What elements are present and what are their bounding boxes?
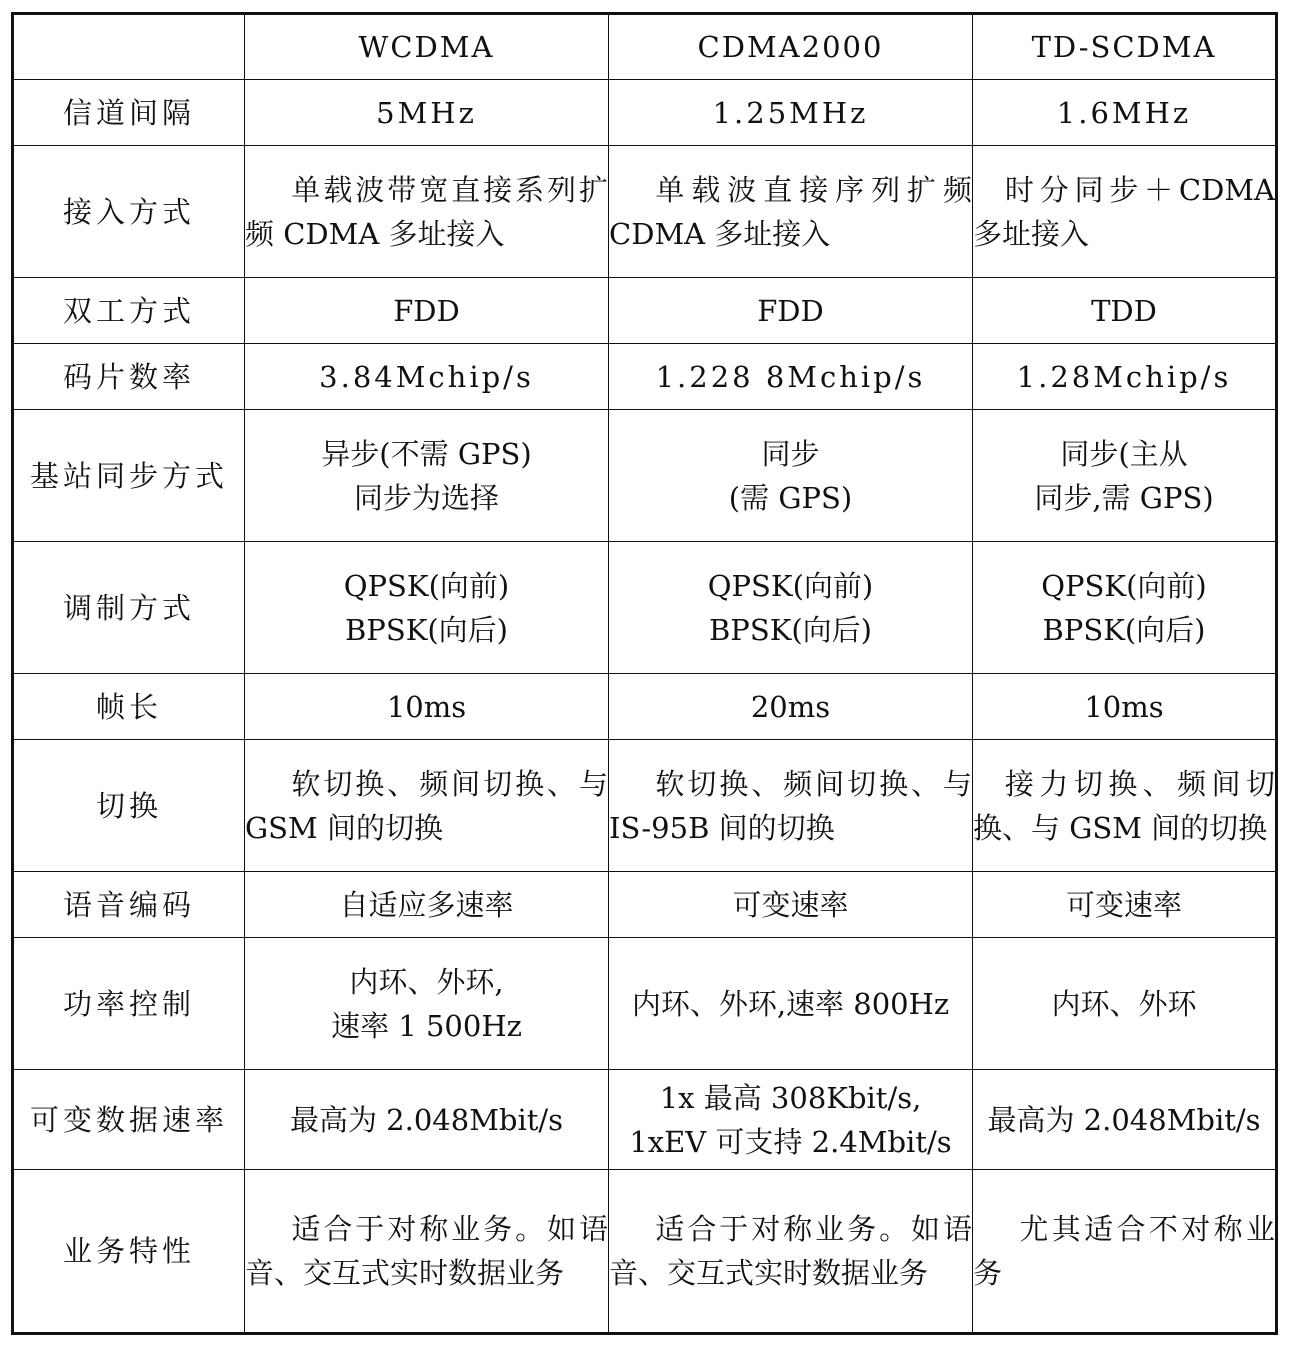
table-cell: 内环、外环: [973, 938, 1277, 1070]
cell-line: BPSK(向后): [345, 612, 508, 647]
table-cell: 1.28Mchip/s: [973, 344, 1277, 410]
table-cell: 最高为 2.048Mbit/s: [973, 1070, 1277, 1170]
table-cell: [245, 938, 609, 1070]
cell-text: 软切换、频间切换、与 IS-95B 间的切换: [609, 766, 972, 845]
row-label: 调制方式: [13, 542, 245, 674]
comparison-table: [11, 12, 1278, 1335]
table-cell: [609, 146, 973, 278]
cell-line: 同步: [761, 436, 820, 471]
header-cell-wcdma: WCDMA: [245, 14, 609, 80]
table-row: [13, 146, 1277, 278]
cell-line: 1x 最高 308Kbit/s,: [659, 1080, 922, 1115]
cell-text: 单载波直接序列扩频 CDMA 多址接入: [609, 172, 972, 251]
cell-line: 速率 1 500Hz: [331, 1008, 522, 1043]
cell-text: 单载波带宽直接系列扩频 CDMA 多址接入: [245, 172, 608, 251]
table-cell: 自适应多速率: [245, 872, 609, 938]
table-cell: [973, 146, 1277, 278]
table-row: [13, 278, 1277, 344]
table-cell: 1.6MHz: [973, 80, 1277, 146]
table-cell: FDD: [245, 278, 609, 344]
table-cell: 20ms: [609, 674, 973, 740]
cell-line: 同步为选择: [353, 480, 499, 515]
cell-line: BPSK(向后): [1042, 612, 1206, 647]
cell-text: 适合于对称业务。如语音、交互式实时数据业务: [245, 1212, 608, 1290]
comparison-table-container: [11, 12, 1278, 1335]
cell-line: QPSK(向前): [343, 568, 510, 603]
header-cell-cdma2000: CDMA2000: [609, 14, 973, 80]
table-cell: 可变速率: [609, 872, 973, 938]
table-row: [13, 1170, 1277, 1334]
cell-text: 适合于对称业务。如语音、交互式实时数据业务: [609, 1212, 972, 1290]
table-cell: 1.228 8Mchip/s: [609, 344, 973, 410]
cell-line: QPSK(向前): [707, 568, 874, 603]
cell-line: 内环、外环,: [349, 964, 504, 999]
cell-line: 同步(主从: [1060, 436, 1188, 471]
cell-line: (需 GPS): [728, 480, 853, 515]
table-cell: 内环、外环,速率 800Hz: [609, 938, 973, 1070]
cell-text: 时分同步＋CDMA 多址接入: [973, 172, 1275, 251]
row-label: 基站同步方式: [13, 410, 245, 542]
row-label: 信道间隔: [13, 80, 245, 146]
table-cell: [245, 410, 609, 542]
table-row: [13, 410, 1277, 542]
cell-line: 1xEV 可支持 2.4Mbit/s: [629, 1124, 952, 1159]
table-cell: 1.25MHz: [609, 80, 973, 146]
header-cell-td-scdma: TD-SCDMA: [973, 14, 1277, 80]
cell-text: 软切换、频间切换、与 GSM 间的切换: [245, 766, 608, 845]
table-cell: [973, 410, 1277, 542]
table-cell: 最高为 2.048Mbit/s: [245, 1070, 609, 1170]
table-cell: [973, 542, 1277, 674]
table-cell: FDD: [609, 278, 973, 344]
table-cell: [245, 542, 609, 674]
table-row: [13, 938, 1277, 1070]
row-label: 可变数据速率: [13, 1070, 245, 1170]
row-label: 双工方式: [13, 278, 245, 344]
table-row: [13, 1070, 1277, 1170]
cell-line: 异步(不需 GPS): [321, 436, 532, 471]
table-cell: 5MHz: [245, 80, 609, 146]
table-row: [13, 542, 1277, 674]
table-cell: [609, 410, 973, 542]
table-cell: TDD: [973, 278, 1277, 344]
cell-line: BPSK(向后): [709, 612, 872, 647]
row-label: 接入方式: [13, 146, 245, 278]
table-cell: [973, 740, 1277, 872]
table-cell: [973, 1170, 1277, 1334]
table-cell: [245, 1170, 609, 1334]
header-row: [13, 14, 1277, 80]
row-label: 码片数率: [13, 344, 245, 410]
table-cell: [245, 146, 609, 278]
cell-line: QPSK(向前): [1041, 568, 1207, 603]
row-label: 帧长: [13, 674, 245, 740]
table-cell: [245, 740, 609, 872]
row-label: 语音编码: [13, 872, 245, 938]
table-cell: [609, 1070, 973, 1170]
table-row: [13, 674, 1277, 740]
row-label: 切换: [13, 740, 245, 872]
header-cell-empty: [13, 14, 245, 80]
table-cell: 10ms: [245, 674, 609, 740]
table-cell: 3.84Mchip/s: [245, 344, 609, 410]
cell-text: 尤其适合不对称业务: [973, 1212, 1275, 1290]
table-cell: 可变速率: [973, 872, 1277, 938]
table-row: [13, 344, 1277, 410]
table-row: [13, 872, 1277, 938]
table-cell: [609, 542, 973, 674]
cell-text: 接力切换、频间切换、与 GSM 间的切换: [973, 766, 1275, 845]
cell-line: 同步,需 GPS): [1034, 480, 1214, 515]
table-cell: 10ms: [973, 674, 1277, 740]
table-cell: [609, 740, 973, 872]
row-label: 业务特性: [13, 1170, 245, 1334]
table-row: [13, 80, 1277, 146]
row-label: 功率控制: [13, 938, 245, 1070]
table-row: [13, 740, 1277, 872]
table-cell: [609, 1170, 973, 1334]
